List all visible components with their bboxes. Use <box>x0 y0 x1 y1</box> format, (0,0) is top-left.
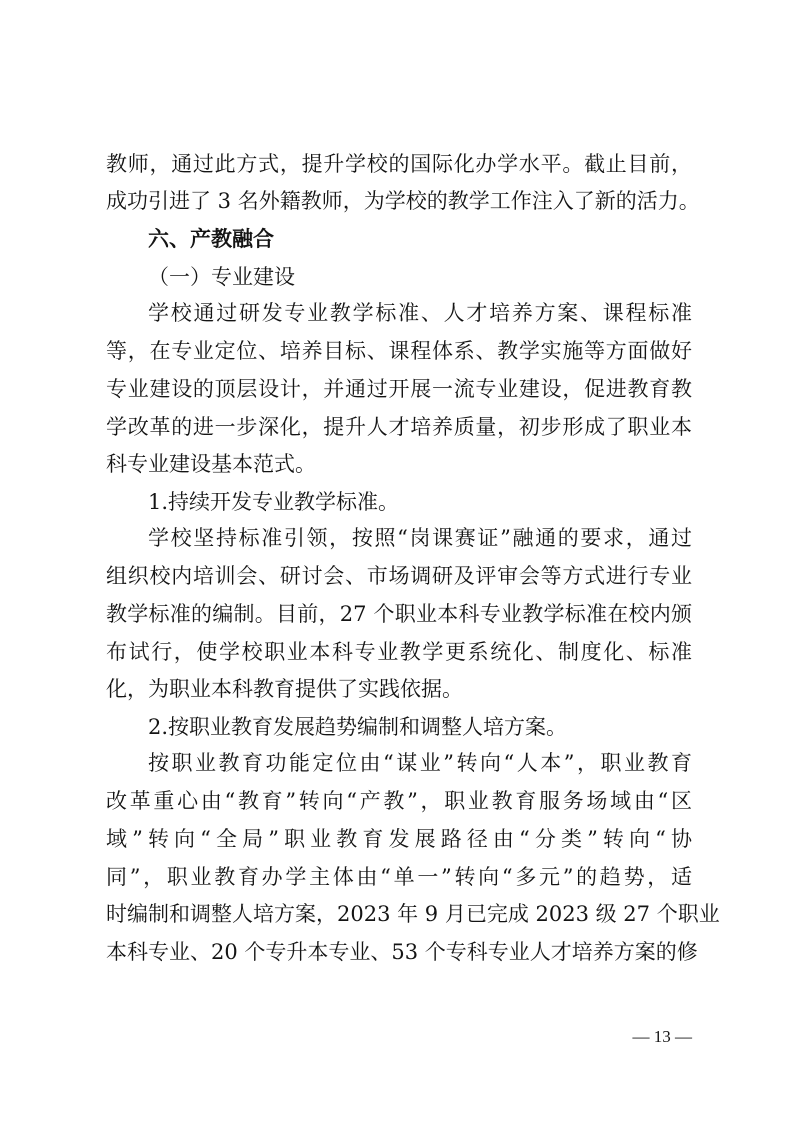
body-text-line: 同”，职业教育办学主体由“单一”转向“多元”的趋势，适 <box>106 865 692 889</box>
numbered-item-heading: 1.持续开发专业教学标准。 <box>148 490 400 514</box>
numbered-item-heading: 2.按职业教育发展趋势编制和调整人培方案。 <box>148 715 568 739</box>
body-text-line: 按职业教育功能定位由“谋业”转向“人本”，职业教育 <box>148 751 692 775</box>
body-text-line: 改革重心由“教育”转向“产教”，职业教育服务场域由“区 <box>106 789 692 813</box>
body-text-line: 教学标准的编制。目前，27 个职业本科专业教学标准在校内颁 <box>106 602 692 626</box>
body-text-line: 布试行，使学校职业本科专业教学更系统化、制度化、标准 <box>106 640 692 664</box>
body-text-line: 等，在专业定位、培养目标、课程体系、教学实施等方面做好 <box>106 339 692 363</box>
body-text-line: 学校坚持标准引领，按照“岗课赛证”融通的要求，通过 <box>148 526 692 550</box>
body-text-line: 科专业建设基本范式。 <box>106 452 316 476</box>
body-text-line: 教师，通过此方式，提升学校的国际化办学水平。截止目前， <box>106 152 692 176</box>
body-text-line: 组织校内培训会、研讨会、市场调研及评审会等方式进行专业 <box>106 564 692 588</box>
section-heading: 六、产教融合 <box>148 227 274 251</box>
body-text-line: 本科专业、20 个专升本专业、53 个专科专业人才培养方案的修 <box>106 940 698 964</box>
body-text-line: 学改革的进一步深化，提升人才培养质量，初步形成了职业本 <box>106 415 692 439</box>
body-text-line: 专业建设的顶层设计，并通过开展一流专业建设，促进教育教 <box>106 377 692 401</box>
body-text-line: 域”转向“全局”职业教育发展路径由“分类”转向“协 <box>106 827 692 851</box>
body-text-line: 学校通过研发专业教学标准、人才培养方案、课程标准 <box>148 301 692 325</box>
body-text-line: 化，为职业本科教育提供了实践依据。 <box>106 677 463 701</box>
body-text-line: 时编制和调整人培方案，2023 年 9 月已完成 2023 级 27 个职业 <box>106 902 720 926</box>
body-text-line: 成功引进了 3 名外籍教师，为学校的教学工作注入了新的活力。 <box>106 189 700 213</box>
page-number: — 13 — <box>632 1027 692 1046</box>
subsection-heading: （一）专业建设 <box>148 265 295 289</box>
